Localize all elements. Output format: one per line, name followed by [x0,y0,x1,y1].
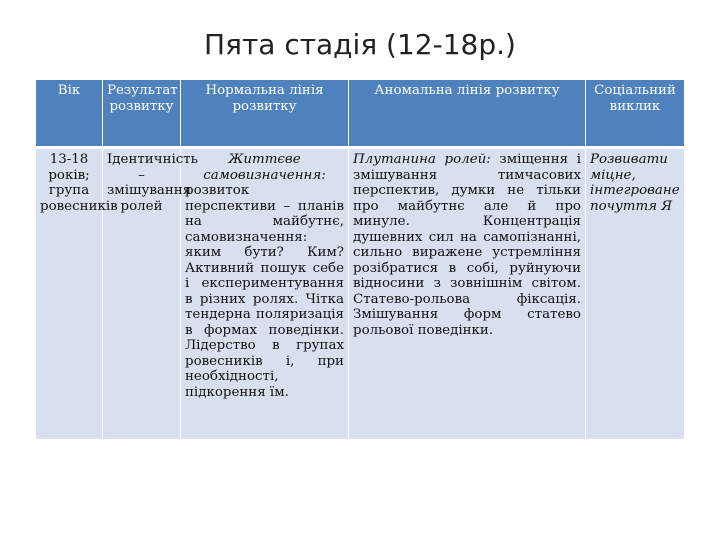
normal-heading: Життєве самовизначення: [203,152,326,183]
abnormal-body: зміщення і змішування тимчасових перспектив, думки не тільки про майбутнє але й про минуле. Концентрація душевних сил на самопізнанні, сильно виражене устремління розібратися в собі, руйнуючи відносини з зовнішнім світом. Статево-рольова фіксація. Змішування форм статево рольової поведінки. [353,152,581,338]
header-result: Результат розвитку [103,80,181,146]
cell-normal-line [181,146,349,439]
header-normal-line: Нормальна лінія розвитку [181,80,349,146]
header-row [36,80,684,146]
header-social-challenge: Соціальний виклик [594,83,676,114]
header-age: Вік [36,80,103,146]
normal-body: розвиток перспективи – планів на майбутнє, самовизначення: яким бути? Ким? Активний пошук себе і експериментування в різних ролях. Чітка тендерна поляризація в формах поведінки. Лідерство в групах ровесників і, при необхідності, підкорення їм. [185,183,344,400]
table-row [36,146,684,439]
slide-title: Пята стадія (12-18р.) [204,28,516,61]
cell-social-challenge: Розвивати міцне, інтегроване почуття Я [586,146,684,439]
development-table [36,80,684,439]
cell-abnormal-line [349,146,586,439]
cell-result: Ідентичність – змішування ролей [103,146,181,439]
header-abnormal-line: Аномальна лінія розвитку [349,80,586,146]
cell-age: 13-18 років; група ровесників [36,146,103,439]
abnormal-heading: Плутанина ролей: [353,152,491,167]
